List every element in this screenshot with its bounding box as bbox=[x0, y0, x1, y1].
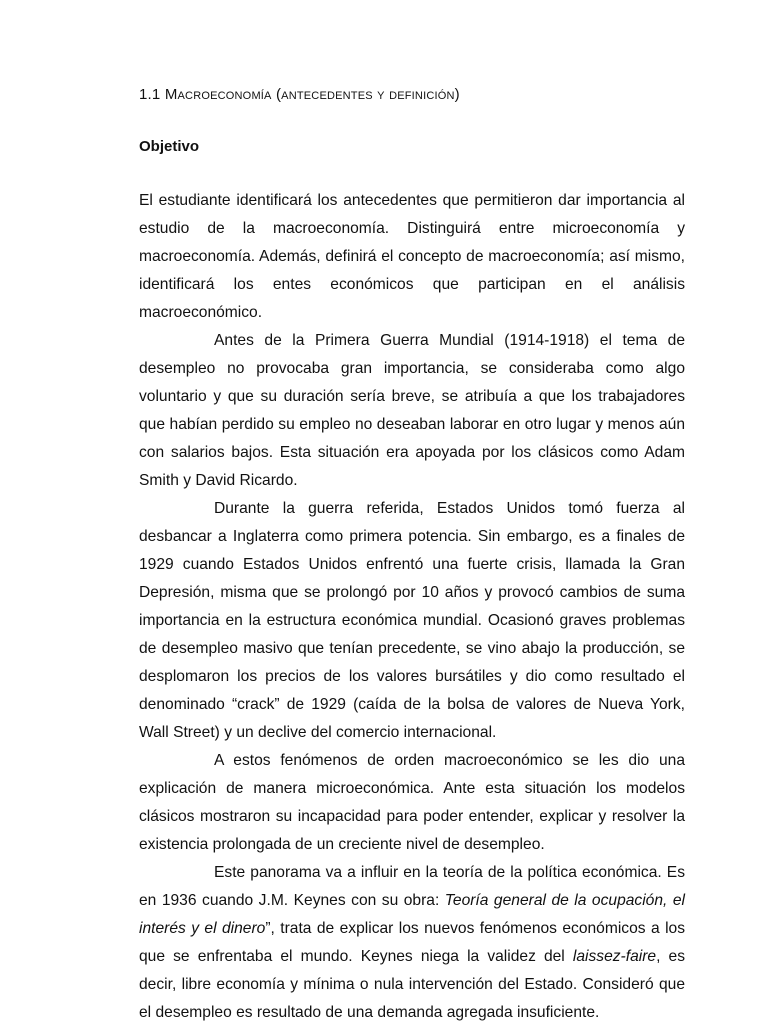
book-title: Teoría general de la ocupación, el interés y el dinero bbox=[139, 892, 685, 937]
keynes-text-2: ”, trata de explicar los nuevos fenómenos económicos a los que se enfrentaba el mundo. Keynes niega la validez del bbox=[139, 920, 686, 965]
keynes-text-3: , es decir, libre economía y mínima o nula intervención del Estado. Consideró que el desempleo es resultado de una demanda agregada insuficiente. bbox=[139, 948, 685, 1021]
paragraph-objective: El estudiante identificará los antecedentes que permitieron dar importancia al estudio de la macroeconomía. Distinguirá entre microeconomía y macroeconomía. Además, definirá el concepto de macroeconomía; así mismo, identificará los entes económicos que participan en el análisis macroeconómico. bbox=[139, 192, 685, 321]
laissez-faire-term: laissez-faire bbox=[572, 948, 657, 965]
paragraph-keynes bbox=[139, 859, 685, 1027]
paragraph-pre-war: Antes de la Primera Guerra Mundial (1914-1918) el tema de desempleo no provocaba gran importancia, se consideraba como algo voluntario y que su duración sería breve, se atribuía a que los trabajadores que habían perdido su empleo no deseaban laborar en otro lugar y menos aún con salarios bajos. Esta situación era apoyada por los clásicos como Adam Smith y David Ricardo. bbox=[139, 332, 685, 489]
document-page bbox=[139, 0, 685, 1024]
section-heading bbox=[139, 86, 460, 103]
keynes-text-1: Este panorama va a influir en la teoría de la política económica. Es en 1936 cuando J.M. Keynes con su obra: bbox=[139, 864, 685, 909]
objective-label: Objetivo bbox=[139, 138, 200, 155]
body-text bbox=[139, 187, 685, 1027]
paragraph-great-depression: Durante la guerra referida, Estados Unidos tomó fuerza al desbancar a Inglaterra como primera potencia. Sin embargo, es a finales de 1929 cuando Estados Unidos enfrentó una fuerte crisis, llamada la Gran Depresión, misma que se prolongó por 10 años y provocó cambios de suma importancia en la estructura económica mundial. Ocasionó graves problemas de desempleo masivo que tenían precedente, se vino abajo la producción, se desplomaron los precios de los valores bursátiles y dio como resultado el denominado “crack” de 1929 (caída de la bolsa de valores de Nueva York, Wall Street) y un declive del comercio internacional. bbox=[139, 500, 685, 741]
section-title: Macroeconomía (antecedentes y definición) bbox=[164, 86, 460, 103]
paragraph-classical-failure: A estos fenómenos de orden macroeconómico se les dio una explicación de manera microeconómica. Ante esta situación los modelos clásicos mostraron su incapacidad para poder entender, explicar y resolver la existencia prolongada de un creciente nivel de desempleo. bbox=[139, 752, 685, 853]
section-number: 1.1 bbox=[139, 86, 161, 103]
